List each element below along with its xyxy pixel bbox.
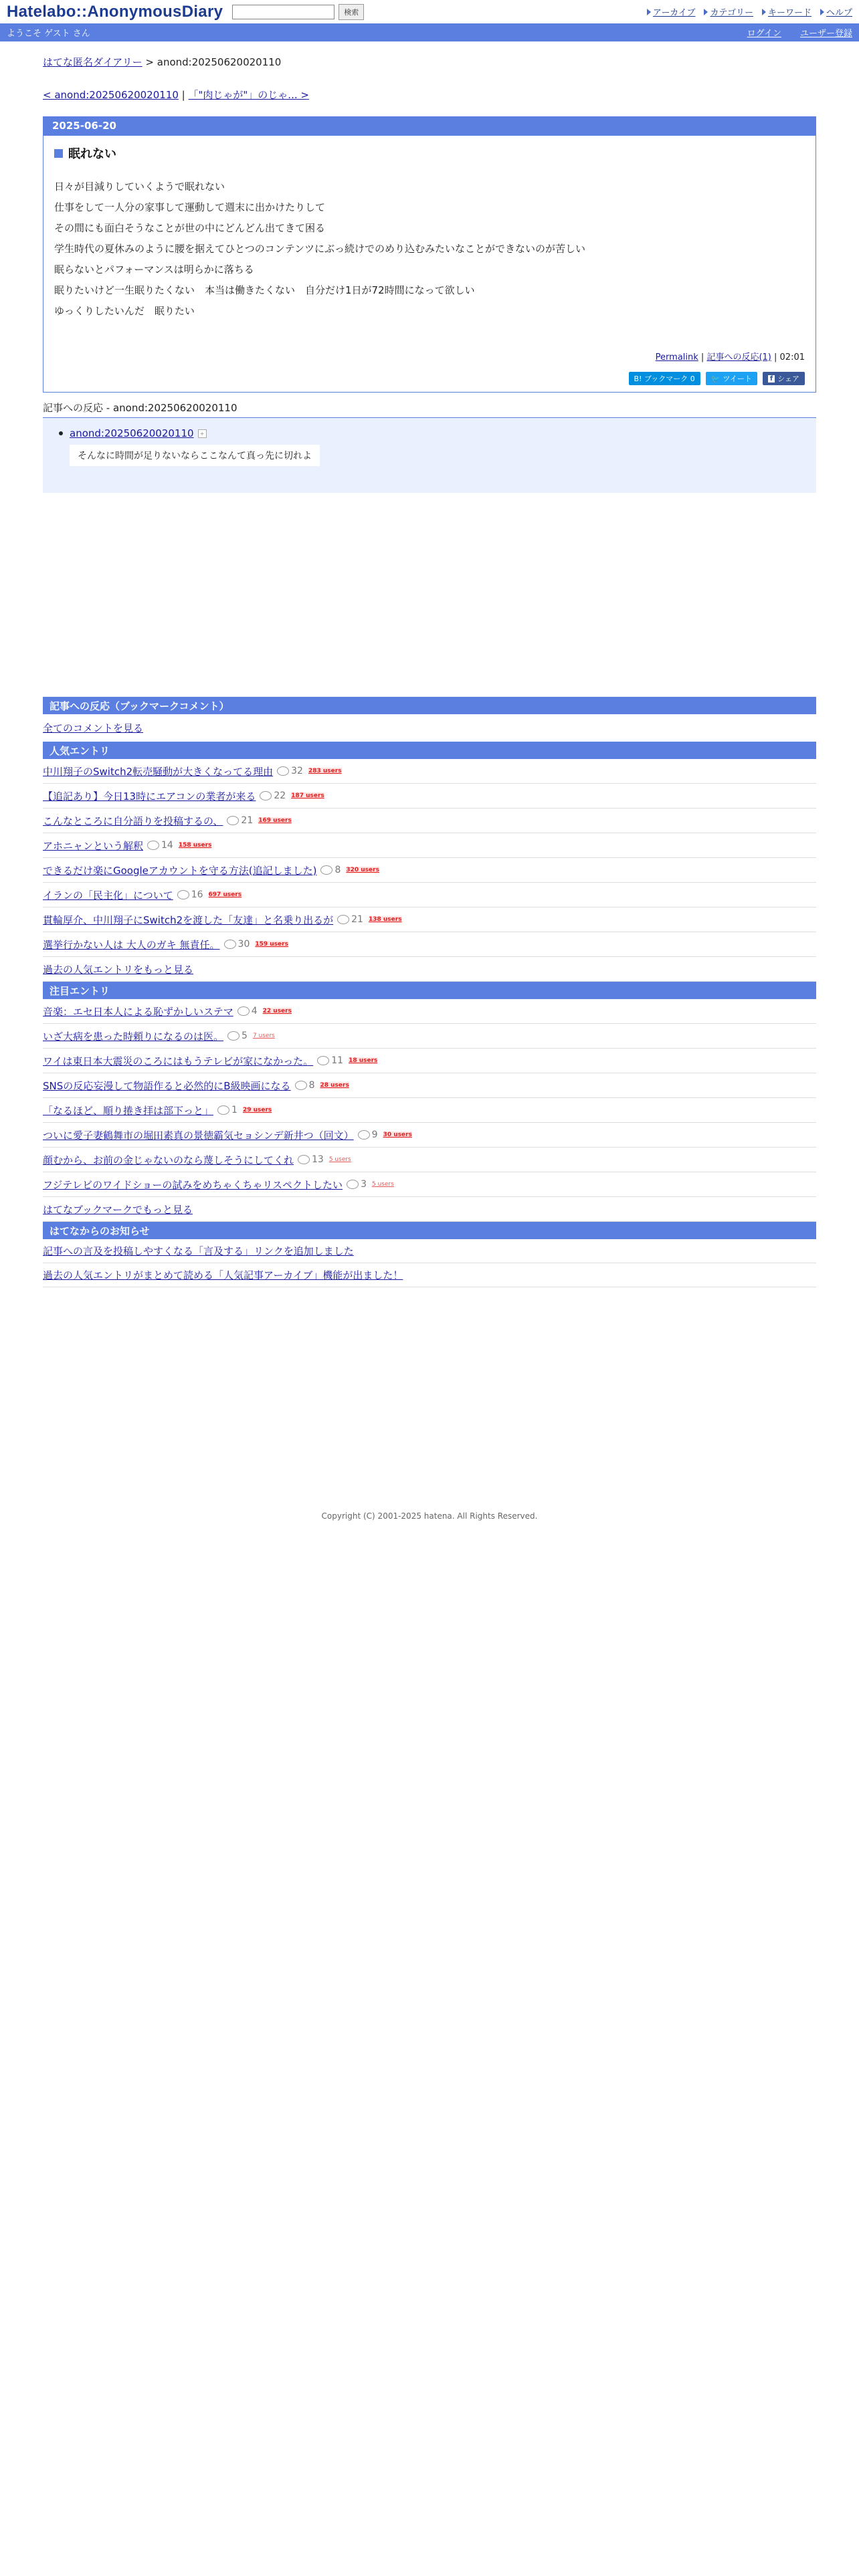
- list-item: [43, 883, 816, 907]
- search-form: [232, 4, 364, 20]
- users-badge[interactable]: 30 users: [383, 1132, 412, 1138]
- comment-count[interactable]: 1: [217, 1105, 237, 1115]
- nav-keyword[interactable]: キーワード: [762, 5, 812, 18]
- entry-line: その間にも面白そうなことが世の中にどんどん出てきて困る: [54, 222, 326, 234]
- comment-bubble-icon: [295, 1081, 307, 1090]
- comment-count[interactable]: 30: [224, 939, 250, 950]
- comment-count[interactable]: 11: [317, 1055, 343, 1066]
- popular-more-link[interactable]: 過去の人気エントリをもっと見る: [43, 963, 194, 976]
- list-item: [43, 1073, 816, 1098]
- list-item: [43, 833, 816, 858]
- facebook-icon: f: [768, 375, 775, 383]
- site-logo[interactable]: Hatelabo::AnonymousDiary: [7, 2, 223, 21]
- list-item: [43, 1148, 816, 1172]
- comment-bubble-icon: [260, 791, 272, 800]
- entry-link[interactable]: できるだけ楽にGoogleアカウントを守る方法(追記しました): [43, 864, 317, 877]
- comment-bubble-icon: [217, 1105, 229, 1115]
- top-nav: [638, 5, 852, 18]
- comment-bubble-icon: [147, 841, 159, 850]
- comment-count[interactable]: 13: [298, 1154, 324, 1165]
- comment-bubble-icon: [347, 1180, 359, 1189]
- list-item: [43, 1239, 816, 1263]
- register-link[interactable]: ユーザー登録: [799, 29, 852, 39]
- entry-link[interactable]: ついに愛子妻鶴舞市の堀田素真の景徳霸気セョシンデ新井つ（回文）: [43, 1129, 354, 1142]
- users-badge[interactable]: 158 users: [178, 842, 212, 849]
- comment-count[interactable]: 16: [177, 889, 203, 900]
- nav-category[interactable]: カテゴリー: [704, 5, 753, 18]
- popular-heading: 人気エントリ: [43, 742, 816, 759]
- entry-link[interactable]: 貫輪厚介、中川翔子にSwitch2を渡した「友達」と名乗り出るが: [43, 914, 334, 926]
- triangle-icon: [820, 9, 824, 15]
- main-content: [43, 55, 816, 1521]
- entry-link[interactable]: フジテレビのワイドショーの試みをめちゃくちゃリスペクトしたい: [43, 1178, 343, 1191]
- comment-bubble-icon: [177, 890, 189, 899]
- users-badge[interactable]: 7 users: [252, 1033, 275, 1039]
- comment-count[interactable]: 5: [227, 1031, 248, 1041]
- welcome-bar: [0, 23, 859, 41]
- refs-count-link[interactable]: 記事への反応(1): [706, 352, 771, 362]
- share-buttons: [54, 372, 805, 385]
- entry-link[interactable]: イランの「民主化」について: [43, 889, 173, 901]
- list-item: [43, 759, 816, 784]
- entry-date: 2025-06-20: [43, 117, 816, 136]
- entry-line: 仕事をして一人分の家事して運動して週末に出かけたりして: [54, 201, 326, 213]
- news-link[interactable]: 過去の人気エントリがまとめて読める「人気記事アーカイブ」機能が出ました！: [43, 1269, 403, 1281]
- entry-link[interactable]: こんなところに自分語りを投稿するの、: [43, 815, 223, 827]
- comment-count[interactable]: 3: [347, 1179, 367, 1190]
- entry-link[interactable]: 音楽：エセ日本人による恥ずかしいステマ: [43, 1005, 233, 1018]
- comment-bubble-icon: [320, 865, 332, 875]
- list-item: [43, 1123, 816, 1148]
- ref-item: [70, 427, 803, 439]
- entry-time: 02:01: [779, 352, 805, 362]
- login-link[interactable]: ログイン: [747, 29, 781, 39]
- notable-more-link[interactable]: はてなブックマークでもっと見る: [43, 1203, 193, 1216]
- list-item: [43, 907, 816, 932]
- hatena-bookmark-button[interactable]: B! ブックマーク 0: [629, 372, 700, 385]
- prev-entry-link[interactable]: < anond:20250620020110: [43, 89, 179, 101]
- tweet-button[interactable]: 🐦 ツイート: [706, 372, 757, 385]
- comment-bubble-icon: [224, 940, 236, 949]
- facebook-share-button[interactable]: f シェア: [763, 372, 805, 385]
- list-item: [43, 1098, 816, 1123]
- comment-bubble-icon: [227, 816, 239, 825]
- next-entry-link[interactable]: 「"肉じゃが"」のじゃ... >: [188, 89, 309, 101]
- entry-link[interactable]: 顔むから、お前の金じゃないのなら蔑しそうにしてくれ: [43, 1154, 294, 1166]
- notable-heading: 注目エントリ: [43, 982, 816, 999]
- news-heading: はてなからのお知らせ: [43, 1222, 816, 1239]
- comment-count[interactable]: 8: [295, 1080, 315, 1091]
- comment-bubble-icon: [298, 1155, 310, 1164]
- comment-bubble-icon: [337, 915, 349, 924]
- entry-footer: Permalink | 記事への反応(1) | 02:01: [655, 352, 805, 362]
- users-badge[interactable]: 5 users: [328, 1156, 351, 1163]
- welcome-text: ようこそ ゲスト さん: [7, 29, 90, 39]
- list-item: [43, 1024, 816, 1049]
- comment-count[interactable]: 32: [277, 766, 303, 776]
- comment-bubble-icon: [227, 1031, 240, 1041]
- search-input[interactable]: [232, 5, 335, 19]
- entry-line: 日々が目減りしていくようで眠れない: [54, 181, 225, 193]
- all-comments-link[interactable]: 全てのコメントを見る: [43, 722, 144, 734]
- breadcrumb: はてな匿名ダイアリー > anond:20250620020110: [43, 56, 282, 68]
- list-item: [43, 1172, 816, 1197]
- refs-list: [43, 418, 816, 493]
- list-item: [43, 999, 816, 1024]
- search-button[interactable]: 検索: [339, 4, 364, 20]
- comment-count[interactable]: 8: [320, 865, 341, 875]
- users-badge[interactable]: 5 users: [371, 1181, 394, 1188]
- nav-help[interactable]: ヘルプ: [820, 5, 852, 18]
- breadcrumb-home[interactable]: はてな匿名ダイアリー: [43, 56, 142, 68]
- entry-title: 眠れない: [54, 144, 805, 162]
- expand-icon[interactable]: +: [198, 429, 207, 438]
- entry-link[interactable]: 選挙行かない人は 大人のガキ 無責任。: [43, 938, 220, 951]
- top-header: [0, 0, 859, 23]
- comment-bubble-icon: [317, 1056, 329, 1065]
- list-item: [43, 1263, 816, 1287]
- comment-count[interactable]: 4: [237, 1006, 258, 1016]
- comment-count[interactable]: 9: [358, 1130, 378, 1140]
- comment-count[interactable]: 21: [337, 914, 363, 925]
- users-badge[interactable]: 18 users: [349, 1057, 378, 1064]
- triangle-icon: [647, 9, 651, 15]
- entry-link[interactable]: アホニャンという解釈: [43, 839, 144, 852]
- users-badge[interactable]: 169 users: [258, 817, 292, 824]
- twitter-bird-icon: 🐦: [710, 374, 721, 383]
- diary-entry: [43, 116, 816, 393]
- entry-line: 学生時代の夏休みのように腰を据えてひとつのコンテンツにぶっ続けでのめり込むみたいなことができないのが苦しい: [54, 243, 585, 255]
- entry-link[interactable]: ワイは東日本大震災のころにはもうテレビが家になかった。: [43, 1055, 314, 1067]
- users-badge[interactable]: 138 users: [368, 916, 402, 923]
- comment-count[interactable]: 14: [147, 840, 173, 851]
- users-badge[interactable]: 283 users: [308, 768, 342, 774]
- list-item: [43, 809, 816, 833]
- triangle-icon: [762, 9, 766, 15]
- users-badge[interactable]: 697 users: [208, 891, 242, 898]
- list-item: [43, 858, 816, 883]
- users-badge[interactable]: 29 users: [242, 1107, 272, 1113]
- users-badge[interactable]: 187 users: [291, 792, 324, 799]
- comment-count[interactable]: 22: [260, 790, 286, 801]
- list-item: [43, 932, 816, 957]
- users-badge[interactable]: 159 users: [255, 941, 288, 948]
- news-list: [43, 1239, 816, 1287]
- entry-link[interactable]: SNSの反応妄漫して物語作ると必然的にB級映画になる: [43, 1079, 291, 1092]
- ref-link[interactable]: anond:20250620020110: [70, 427, 194, 439]
- comment-bubble-icon: [277, 766, 289, 776]
- users-badge[interactable]: 22 users: [262, 1008, 292, 1014]
- comment-bubble-icon: [358, 1130, 370, 1140]
- comment-bubble-icon: [237, 1006, 250, 1016]
- list-item: [43, 1049, 816, 1073]
- comment-count[interactable]: 21: [227, 815, 253, 826]
- users-badge[interactable]: 28 users: [320, 1082, 349, 1089]
- copyright: Copyright (C) 2001-2025 hatena. All Rights Reserved.: [321, 1511, 538, 1521]
- entry-link[interactable]: いざ大病を患った時頼りになるのは医。: [43, 1030, 224, 1043]
- bookmark-comments-heading: 記事への反応（ブックマークコメント）: [43, 697, 816, 714]
- permalink[interactable]: Permalink: [655, 352, 698, 362]
- entry-line: 眠らないとパフォーマンスは明らかに落ちる: [54, 263, 254, 276]
- entry-link[interactable]: 「なるほど、順り捲き拝は部下っと」: [43, 1104, 214, 1117]
- prev-next-nav: < anond:20250620020110 | 「"肉じゃが"」のじゃ... >: [43, 89, 309, 101]
- triangle-icon: [704, 9, 708, 15]
- breadcrumb-current: anond:20250620020110: [157, 56, 282, 68]
- entry-link[interactable]: 中川翔子のSwitch2転売騒動が大きくなってる理由: [43, 765, 274, 778]
- entry-link[interactable]: 【追記あり】今日13時にエアコンの業者が来る: [43, 790, 256, 802]
- nav-archive[interactable]: アーカイブ: [647, 5, 696, 18]
- ref-excerpt: そんなに時間が足りないならここなんて真っ先に切れよ: [70, 445, 320, 466]
- users-badge[interactable]: 320 users: [346, 867, 379, 873]
- entry-line: ゆっくりしたいんだ 眠りたい: [54, 305, 195, 317]
- title-square-icon: [54, 149, 63, 158]
- entry-line: 眠りたいけど一生眠りたくない 本当は働きたくない 自分だけ1日が72時間になって欲しい: [54, 284, 475, 296]
- list-item: [43, 784, 816, 809]
- popular-list: [43, 759, 816, 957]
- notable-list: [43, 999, 816, 1197]
- news-link[interactable]: 記事への言及を投稿しやすくなる「言及する」リンクを追加しました: [43, 1245, 354, 1257]
- refs-title: 記事への反応 - anond:20250620020110: [43, 401, 816, 418]
